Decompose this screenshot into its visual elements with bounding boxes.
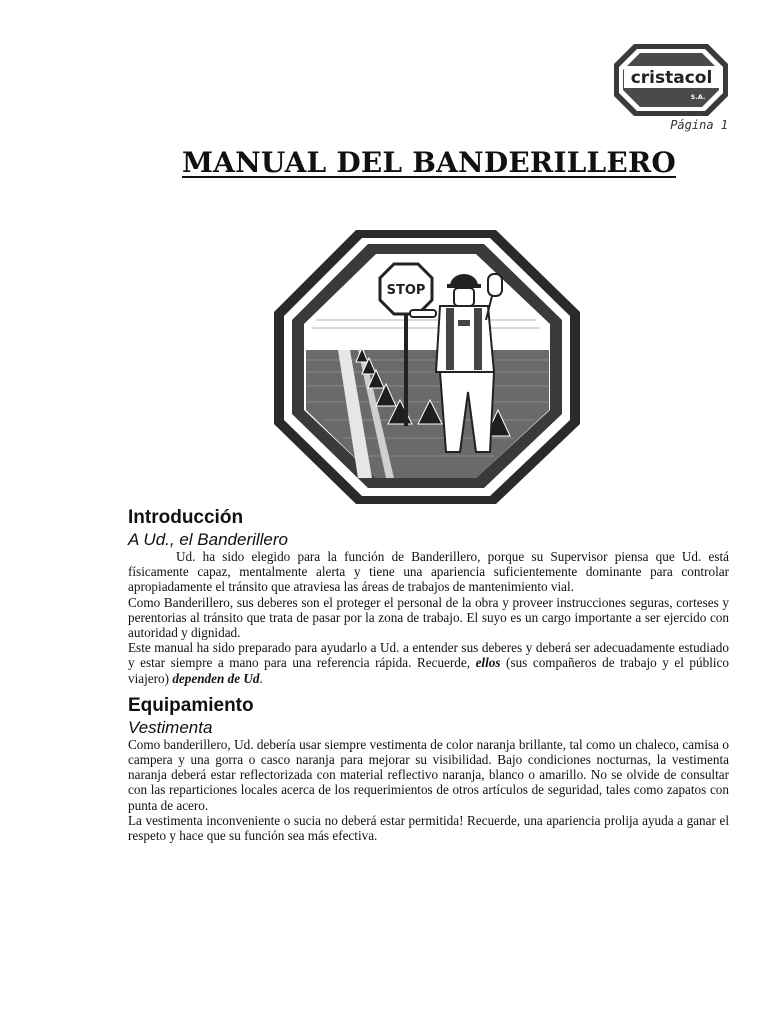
logo-sub: S.A. — [690, 93, 706, 101]
equip-paragraph-1: Como banderillero, Ud. debería usar siempre vestimenta de color naranja brillante, tal como un chaleco, camisa o campera y una gorra o casco naranja para mejorar su visibilidad. Bajo condiciones nocturnas, la vestimenta naranja deberá estar reflectorizada con material reflectivo naranja, blanco o amarillo. No se olvide de consultar con las reparticiones locales acerca de los requerimientos de otros artículos de seguridad, tales como zapatos con punta de acero. — [128, 736, 729, 813]
intro-paragraph-1: Ud. ha sido elegido para la función de Banderillero, porque su Supervisor piensa que Ud. está físicamente capaz, mentalmente alerta y tiene una apariencia suficientemente dominante para controlar apropiadamente el tránsito que atraviesa las áreas de trabajos de mantenimiento vial. — [128, 549, 729, 595]
intro-p3-end: . — [259, 670, 263, 686]
section-heading-introduccion: Introducción — [128, 507, 244, 528]
intro-p3-start: Este manual ha sido preparado para ayudarlo a Ud. a entender sus deberes y deberá ser adecuadamente estudiado y estar siempre a mano para una referencia rápida. Recuerde, — [128, 640, 729, 671]
cristacol-logo — [612, 42, 730, 118]
stop-sign-text: STOP — [386, 283, 426, 298]
intro-paragraph-2: Como Banderillero, sus deberes son el proteger el personal de la obra y proveer instrucciones seguras, corteses y perentorias al tránsito que trata de pasar por la zona de trabajo. El suyo es un cargo importante a ser ejercido con autoridad y dignidad. — [128, 594, 729, 641]
intro-p3-ellos: ellos — [475, 655, 501, 671]
equip-paragraph-2: La vestimenta inconveniente o sucia no deberá estar permitida! Recuerde, una apariencia prolija ayuda a ganar el respeto y hace que su función sea más efectiva. — [128, 812, 729, 844]
document-body — [128, 506, 729, 843]
page-title: MANUAL DEL BANDERILLERO — [181, 146, 677, 179]
flagger-illustration — [264, 224, 590, 508]
page-number: Página 1 — [670, 118, 728, 132]
intro-p3-dependen: dependen de Ud — [172, 670, 260, 686]
section-heading-equipamiento: Equipamiento — [128, 694, 254, 716]
intro-p3-mid: (sus compañeros de trabajo y el público viajero) — [128, 655, 729, 686]
logo-wordmark: cristacol — [630, 68, 713, 88]
section-subheading-vestimenta: Vestimenta — [128, 717, 213, 737]
section-subheading-banderillero: A Ud., el Banderillero — [128, 530, 289, 549]
intro-paragraph-3 — [128, 640, 729, 686]
